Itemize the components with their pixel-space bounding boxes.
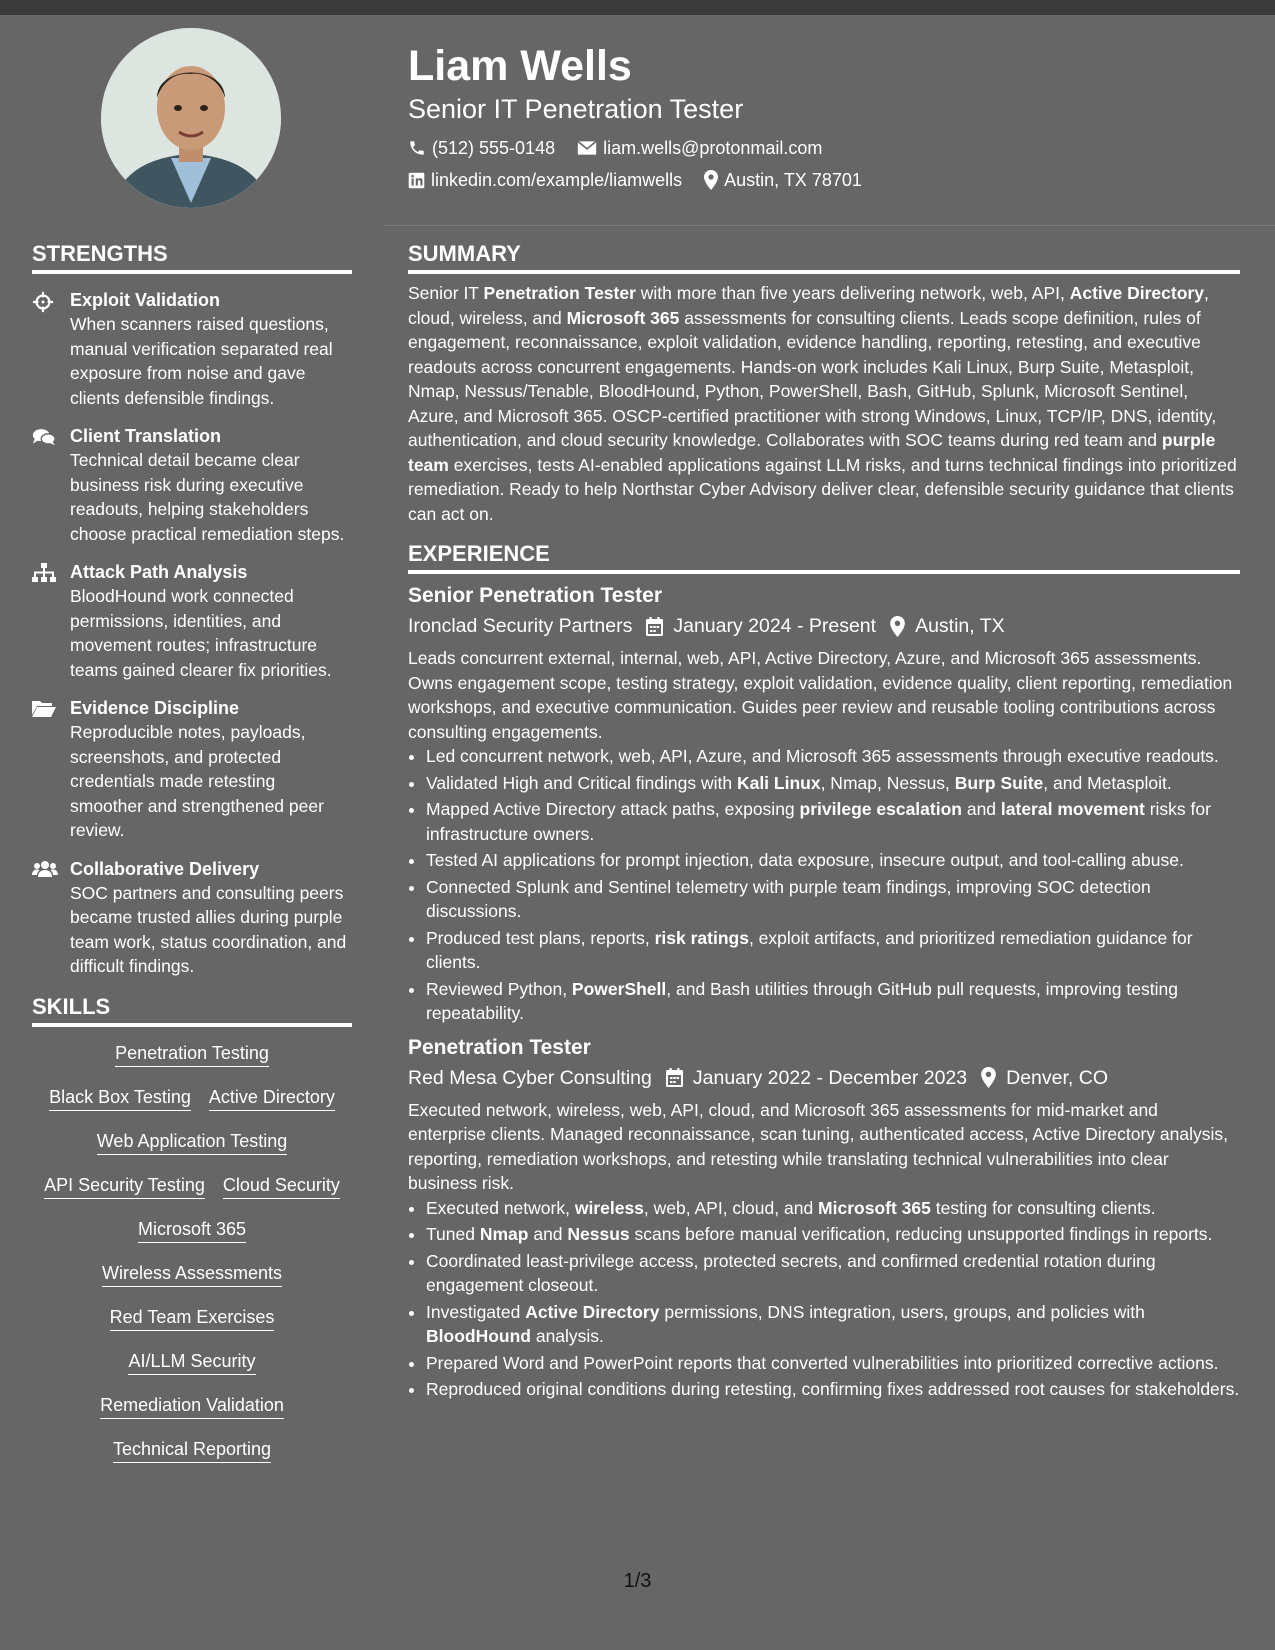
role-description: Leads concurrent external, internal, web, API, Active Directory, Azure, and Microsoft 365 assessments. Owns engagement scope, testing strategy, exploit validation, evidence quality, client reporting, remediation workshops, and executive communication. Guides peer review and reusable tooling contributions across consulting engagements.: [408, 648, 1233, 742]
role-location: Denver, CO: [981, 1062, 1108, 1094]
strength-title: Collaborative Delivery: [70, 858, 260, 879]
skill-tag: Web Application Testing: [97, 1129, 287, 1155]
summary-heading: SUMMARY: [408, 240, 1240, 274]
skill-tag: AI/LLM Security: [128, 1349, 255, 1375]
strengths-heading: STRENGTHS: [32, 240, 352, 274]
strength-text: SOC partners and consulting peers became trusted allies during purple team work, status coordination, and difficult findings.: [70, 882, 347, 976]
chat-bubbles-icon: [32, 427, 56, 447]
location-contact: [704, 164, 862, 196]
strengths-list: [32, 288, 352, 979]
bullet-item: • Connected Splunk and Sentinel telemetry with purple team findings, improving SOC detection discussions.: [426, 875, 1240, 924]
location-text: Austin, TX 78701: [724, 170, 862, 190]
strength-item: [32, 424, 352, 546]
candidate-title: Senior IT Penetration Tester: [408, 94, 744, 124]
bullet-item: • Produced test plans, reports, risk ratings, exploit artifacts, and prioritized remediation guidance for clients.: [426, 926, 1240, 975]
bullet-item: • Mapped Active Directory attack paths, exposing privilege escalation and lateral movement risks for infrastructure owners.: [426, 797, 1240, 846]
role-title: Senior Penetration Tester: [408, 584, 663, 607]
map-pin-icon: [890, 616, 905, 637]
role-dates: January 2022 - December 2023: [666, 1062, 967, 1094]
linkedin-icon: [408, 172, 425, 189]
skill-tag: Remediation Validation: [100, 1393, 284, 1419]
crosshair-icon: [32, 291, 54, 313]
bullet-item: • Reviewed Python, PowerShell, and Bash utilities through GitHub pull requests, improving testing repeatability.: [426, 977, 1240, 1026]
map-pin-icon: [704, 170, 718, 190]
skill-tag: Technical Reporting: [113, 1437, 271, 1463]
skill-tag: Black Box Testing: [49, 1085, 191, 1111]
bullet-item: • Led concurrent network, web, API, Azure, and Microsoft 365 assessments through executive readouts.: [426, 744, 1240, 769]
role-bullets: [408, 744, 1240, 1026]
profile-photo: [101, 28, 281, 208]
linkedin-contact[interactable]: [408, 164, 682, 196]
calendar-icon: [646, 617, 663, 636]
top-bar: [0, 0, 1275, 15]
strength-title: Evidence Discipline: [70, 698, 240, 718]
users-icon: [32, 860, 58, 878]
role-meta: [408, 1062, 1240, 1094]
role-meta: [408, 610, 1240, 642]
bullet-item: • Reproduced original conditions during retesting, confirming fixes addressed root causes for stakeholders.: [426, 1377, 1240, 1402]
folder-open-icon: [32, 699, 56, 717]
summary-text: Senior IT Penetration Tester with more than five years delivering network, web, API, Active Directory, cloud, wireless, and Microsoft 365 assessments for consulting clients. Leads scope definition, rules of engagement, reconnaissance, exploit validation, evidence handling, reporting, retesting, and executive readouts across concurrent engagements. Hands-on work includes Kali Linux, Burp Suite, Metasploit, Nmap, Nessus/Tenable, BloodHound, Python, PowerShell, Bash, GitHub, Splunk, Microsoft Sentinel, Azure, and Microsoft 365. OSCP-certified practitioner with strong Windows, Linux, TCP/IP, DNS, identity, authentication, and cloud security knowledge. Collaborates with SOC teams during red team and purple team exercises, tests AI-enabled applications against LLM risks, and turns technical findings into prioritized remediation. Ready to help Northstar Cyber Advisory deliver clear, defensible security guidance that clients can act on.: [408, 283, 1237, 524]
role-title: Penetration Tester: [408, 1035, 591, 1059]
company-name: Red Mesa Cyber Consulting: [408, 1066, 652, 1089]
skill-tag: Microsoft 365: [138, 1217, 246, 1243]
page-number: 1/3: [623, 1570, 652, 1592]
bullet-item: • Tested AI applications for prompt injection, data exposure, insecure output, and tool-calling abuse.: [426, 848, 1240, 873]
left-column: [32, 240, 352, 1481]
email-address[interactable]: liam.wells@protonmail.com: [603, 138, 823, 158]
bullet-item: • Validated High and Critical findings with Kali Linux, Nmap, Nessus, Burp Suite, and Metasploit.: [426, 771, 1240, 796]
strength-item: [32, 560, 352, 682]
strength-text: BloodHound work connected permissions, identities, and movement routes; infrastructure teams gained clearer fix priorities.: [70, 586, 332, 680]
skills-heading: SKILLS: [32, 993, 352, 1027]
role-bullets: [408, 1196, 1240, 1402]
bullet-item: • Tuned Nmap and Nessus scans before manual verification, reducing unsupported findings in reports.: [426, 1222, 1240, 1247]
strength-text: Technical detail became clear business risk during executive readouts, helping stakeholders choose practical remediation steps.: [70, 450, 345, 544]
strength-text: When scanners raised questions, manual verification separated real exposure from noise and gave clients defensible findings.: [70, 314, 333, 408]
bullet-item: • Prepared Word and PowerPoint reports that converted vulnerabilities into prioritized corrective actions.: [426, 1351, 1240, 1376]
linkedin-url[interactable]: linkedin.com/example/liamwells: [431, 170, 683, 190]
calendar-icon: [666, 1068, 683, 1087]
role-dates: January 2024 - Present: [646, 610, 876, 642]
skill-tag: Penetration Testing: [115, 1041, 269, 1067]
right-column: [408, 240, 1240, 1404]
skill-tag: Active Directory: [209, 1085, 335, 1111]
strength-title: Exploit Validation: [70, 290, 221, 310]
role-description: Executed network, wireless, web, API, cloud, and Microsoft 365 assessments for mid-market and enterprise clients. Managed reconnaissance, scan tuning, authenticated access, Active Directory analysis, reporting, remediation workshops, and retesting while translating technical vulnerabilities into clear business risk.: [408, 1099, 1229, 1193]
strength-item: [32, 696, 352, 843]
experience-entry: [408, 582, 1240, 1026]
email-contact[interactable]: [577, 132, 822, 164]
candidate-name: Liam Wells: [408, 42, 632, 90]
skill-tag: Red Team Exercises: [110, 1305, 275, 1331]
role-location: Austin, TX: [890, 610, 1005, 642]
experience-entry: [408, 1034, 1240, 1402]
header-divider: [383, 225, 1275, 226]
experience-heading: EXPERIENCE: [408, 540, 1240, 574]
strength-item: [32, 857, 352, 979]
strength-text: Reproducible notes, payloads, screenshots, and protected credentials made retesting smoother and strengthened peer review.: [70, 722, 324, 840]
map-pin-icon: [981, 1067, 996, 1088]
company-name: Ironclad Security Partners: [408, 615, 633, 637]
sitemap-icon: [32, 563, 56, 583]
skills-list: [32, 1041, 352, 1481]
strength-title: Client Translation: [70, 426, 222, 446]
phone-number: (512) 555-0148: [432, 138, 556, 158]
skill-tag: Cloud Security: [223, 1173, 340, 1199]
strength-title: Attack Path Analysis: [70, 562, 248, 582]
strength-item: [32, 288, 352, 410]
phone-icon: [408, 139, 426, 157]
skill-tag: Wireless Assessments: [102, 1261, 282, 1287]
phone-contact: [408, 132, 555, 164]
contact-row-2: [408, 164, 1248, 196]
bullet-item: • Executed network, wireless, web, API, cloud, and Microsoft 365 testing for consulting clients.: [426, 1196, 1240, 1221]
bullet-item: • Coordinated least-privilege access, protected secrets, and confirmed credential rotation during engagement closeout.: [426, 1249, 1240, 1298]
resume-header: [408, 40, 1248, 196]
contact-row-1: [408, 132, 1248, 164]
bullet-item: • Investigated Active Directory permissions, DNS integration, users, groups, and policies with BloodHound analysis.: [426, 1300, 1240, 1349]
skill-tag: API Security Testing: [44, 1173, 205, 1199]
envelope-icon: [577, 140, 597, 156]
